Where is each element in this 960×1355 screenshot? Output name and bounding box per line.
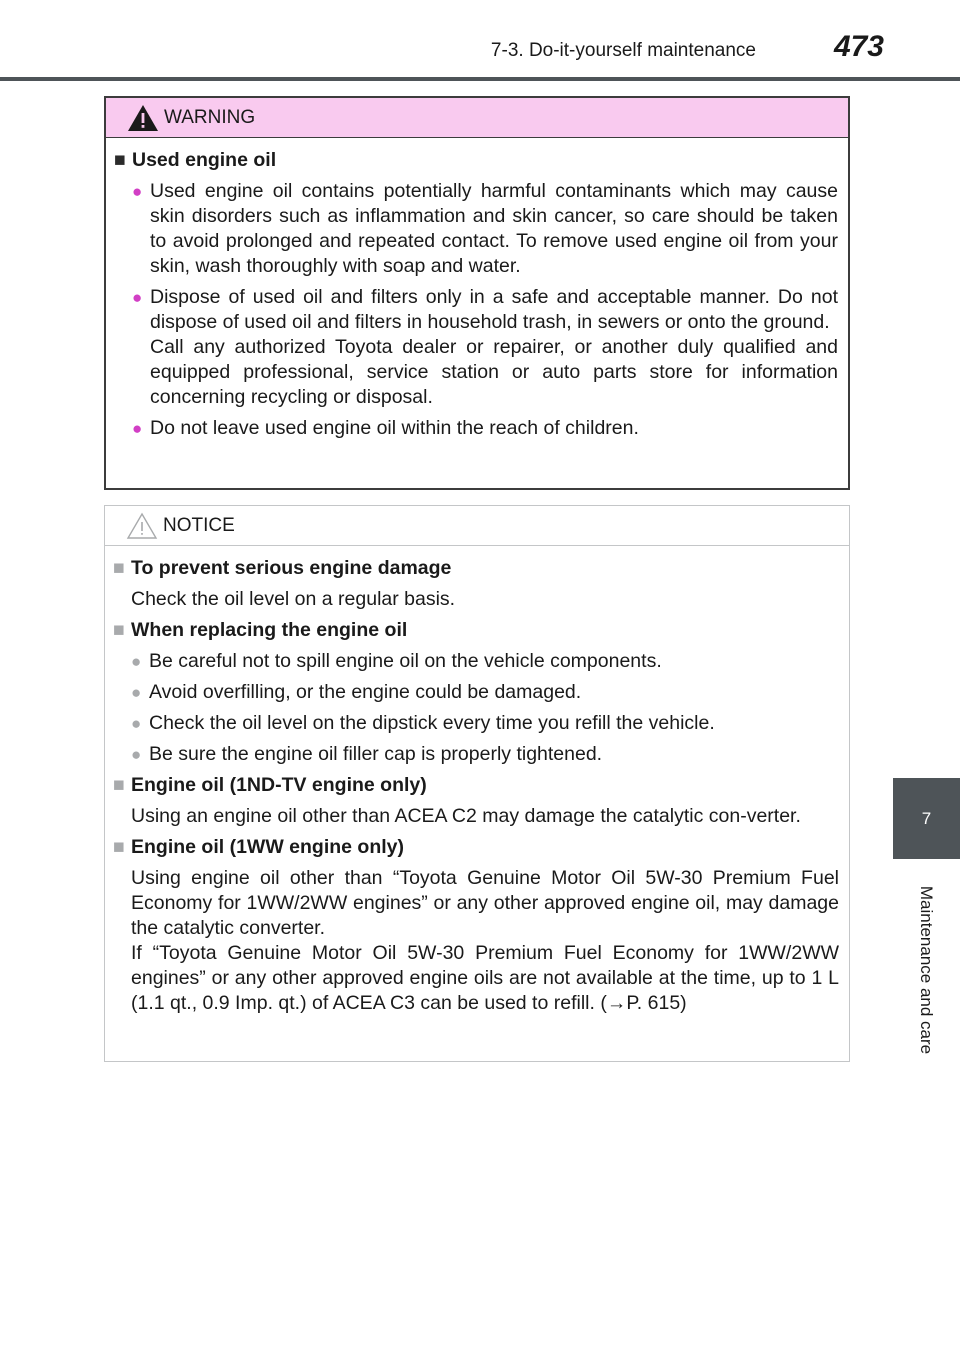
- notice-paragraph: [113, 804, 839, 829]
- chapter-tab[interactable]: [893, 778, 960, 859]
- notice-heading: [113, 556, 839, 581]
- notice-bullet-item: [113, 711, 839, 736]
- warning-item-text: Dispose of used oil and filters only in a safe and acceptable manner. Do not dispose of used oil and filters in household trash, in sewers or onto the ground. Call any authorized Toyota dealer or repairer, or another duly qualified and equipped professional, service station or auto parts store for information concerning recycling or disposal.: [150, 286, 838, 408]
- warning-bullet-item: [114, 179, 838, 279]
- notice-heading: [113, 618, 839, 643]
- notice-heading: [113, 773, 839, 798]
- warning-item-text: Used engine oil: [132, 149, 277, 171]
- warning-bullet-item: [114, 285, 838, 410]
- notice-body: [105, 546, 849, 1016]
- warning-title: WARNING: [164, 106, 256, 128]
- notice-item-text: Using an engine oil other than ACEA C2 may damage the catalytic con-verter.: [131, 805, 801, 827]
- warning-triangle-icon: [126, 103, 160, 133]
- notice-item-text: Avoid overfilling, or the engine could be damaged.: [149, 681, 582, 703]
- notice-heading: [113, 835, 839, 860]
- notice-item-text: Using engine oil other than “Toyota Genuine Motor Oil 5W-30 Premium Fuel Economy for 1WW/2WW engines” or any other approved engine oil, may damage the catalytic converter. If “Toyota Genuine Motor Oil 5W-30 Premium Fuel Economy for 1WW/2WW engines” or any other approved engine oils are not available at the time, up to 1 L (1.1 qt., 0.9 Imp. qt.) of ACEA C3 can be used to refill. (→P. 615): [131, 867, 839, 1014]
- running-header-section: 7-3. Do-it-yourself maintenance: [490, 40, 756, 61]
- chapter-number: 7: [921, 808, 932, 828]
- chapter-title: Maintenance and care: [917, 885, 937, 1055]
- warning-bullet-item: [114, 416, 838, 441]
- dot-marker-icon: ●: [132, 182, 143, 201]
- square-marker-icon: ■: [113, 557, 125, 579]
- header-rule: [0, 77, 960, 81]
- dot-marker-icon: ●: [131, 745, 142, 764]
- warning-heading: [114, 148, 838, 173]
- dot-marker-icon: ●: [131, 714, 142, 733]
- chapter-side-label: [870, 870, 960, 1070]
- notice-header: [105, 506, 849, 546]
- notice-bullet-item: [113, 649, 839, 674]
- square-marker-icon: ■: [114, 149, 126, 171]
- dot-marker-icon: ●: [131, 683, 142, 702]
- notice-item-text: Check the oil level on a regular basis.: [131, 588, 456, 610]
- notice-item-text: To prevent serious engine damage: [131, 557, 452, 579]
- dot-marker-icon: ●: [132, 288, 143, 307]
- dot-marker-icon: ●: [131, 652, 142, 671]
- square-marker-icon: ■: [113, 836, 125, 858]
- square-marker-icon: ■: [113, 619, 125, 641]
- notice-title: NOTICE: [163, 514, 235, 536]
- notice-item-text: Be sure the engine oil filler cap is properly tightened.: [149, 743, 603, 765]
- page-number: 473: [833, 30, 884, 63]
- caution-triangle-icon: [125, 511, 159, 541]
- warning-header: [106, 98, 848, 138]
- warning-body: [106, 138, 848, 441]
- notice-bullet-item: [113, 742, 839, 767]
- square-marker-icon: ■: [113, 774, 125, 796]
- notice-bullet-item: [113, 680, 839, 705]
- notice-paragraph: [113, 587, 839, 612]
- notice-paragraph: [113, 866, 839, 1016]
- notice-box: [104, 505, 850, 1062]
- notice-item-text: Be careful not to spill engine oil on the vehicle components.: [149, 650, 662, 672]
- notice-item-text: Engine oil (1ND-TV engine only): [131, 774, 427, 796]
- warning-item-text: Do not leave used engine oil within the reach of children.: [150, 417, 639, 439]
- notice-item-text: Check the oil level on the dipstick every time you refill the vehicle.: [149, 712, 715, 734]
- warning-item-text: Used engine oil contains potentially harmful contaminants which may cause skin disorders such as inflammation and skin cancer, so care should be taken to avoid prolonged and repeated contact. To remove used engine oil from your skin, wash thoroughly with soap and water.: [150, 180, 838, 277]
- dot-marker-icon: ●: [132, 419, 143, 438]
- warning-box: [104, 96, 850, 490]
- notice-item-text: When replacing the engine oil: [131, 619, 408, 641]
- notice-item-text: Engine oil (1WW engine only): [131, 836, 404, 858]
